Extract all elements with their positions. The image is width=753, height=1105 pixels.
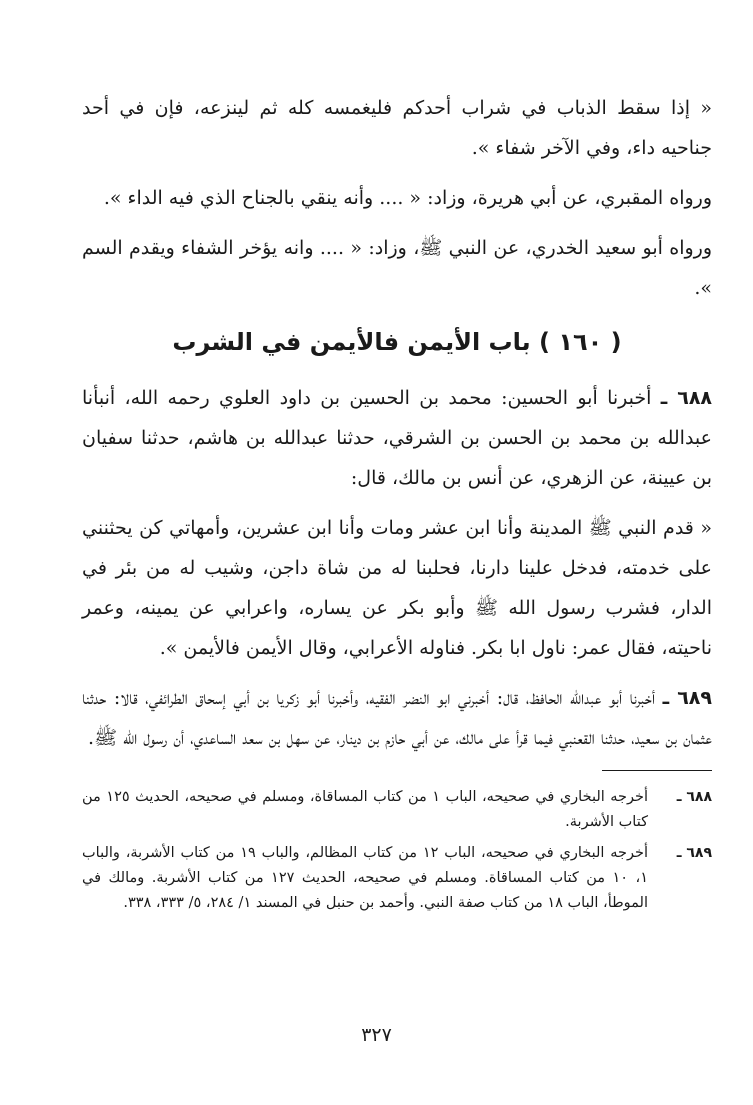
page-body bbox=[82, 88, 712, 922]
hadith-688-isnad: أخبرنا أبو الحسين: محمد بن الحسين بن داود العلوي رحمه الله، أنبأنا عبدالله بن محمد بن الحسن بن الشرقي، حدثنا عبدالله بن هاشم، حدثنا سفيان بن عيينة، عن الزهري، عن أنس بن مالك، قال: bbox=[82, 387, 712, 489]
hadith-688-matn: « قدم النبي ﷺ المدينة وأنا ابن عشر ومات وأنا ابن عشرين، وأمهاتي كن يحثنني على خدمته، فدخل علينا دارنا، فحلبنا له من شاة داجن، وشيب له من بئر في الدار، فشرب رسول الله ﷺ وأبو بكر عن يساره، واعرابي عن يمينه، وعمر ناحيته، فقال عمر: ناول ابا بكر. فناوله الأعرابي، وقال الأيمن فالأيمن ». bbox=[82, 517, 712, 659]
hadith-688-number: ٦٨٨ ـ bbox=[660, 387, 713, 409]
footnote-689-number: ٦٨٩ ـ bbox=[676, 845, 712, 861]
footnote-688-text: أخرجه البخاري في صحيحه، الباب ١ من كتاب المساقاة، ومسلم في صحيحه، الحديث ١٢٥ من كتاب الأشربة. bbox=[82, 789, 648, 830]
paragraph-maqburi-narration: ورواه المقبري، عن أبي هريرة، وزاد: « .... وأنه ينقي بالجناح الذي فيه الداء ». bbox=[103, 187, 712, 209]
chapter-heading: ( ١٦٠ ) باب الأيمن فالأيمن في الشرب bbox=[172, 328, 622, 356]
hadith-689-number: ٦٨٩ ـ bbox=[662, 687, 712, 709]
footnote-689 bbox=[82, 841, 712, 916]
paragraph-khudri-narration: ورواه أبو سعيد الخدري، عن النبي ﷺ، وزاد: « .... وانه يؤخر الشفاء ويقدم السم ». bbox=[82, 237, 712, 299]
footnote-689-text: أخرجه البخاري في صحيحه، الباب ١٢ من كتاب المظالم، والباب ١٩ من كتاب الأشربة، والباب ١، ١٠ من كتاب المساقاة. ومسلم في صحيحه، الحديث ١٢٧ من كتاب الأشربة. ومالك في الموطأ، الباب ١٨ من كتاب صفة النبي. وأحمد بن حنبل في المسند ١/ ٢٨٤، ٥/ ٣٣٣، ٣٣٨. bbox=[82, 845, 648, 911]
hadith-689-isnad: أخبرنا أبو عبدالله الحافظ، قال: أخبرني ابو النضر الفقيه، وأخبرنا أبو زكريا بن أبي إسحاق الطرائفي، قالا: حدثنا عثمان بن سعيد، حدثنا القعنبي فيما قرأ على مالك، عن أبي حازم بن دينار، عن سهل بن سعد الساعدي، أن رسول الله ﷺ. bbox=[82, 687, 712, 749]
footnote-688-number: ٦٨٨ ـ bbox=[676, 789, 712, 805]
page-number: ٣٢٧ bbox=[361, 1024, 392, 1046]
hadith-688-chain bbox=[82, 378, 712, 498]
footnote-divider bbox=[602, 770, 712, 771]
paragraph-hadith-fly: « إذا سقط الذباب في شراب أحدكم فليغمسه كله ثم لينزعه، فإن في أحد جناحيه داء، وفي الآخر شفاء ». bbox=[82, 97, 712, 159]
footnote-688 bbox=[82, 785, 712, 835]
hadith-689-chain bbox=[82, 678, 712, 758]
